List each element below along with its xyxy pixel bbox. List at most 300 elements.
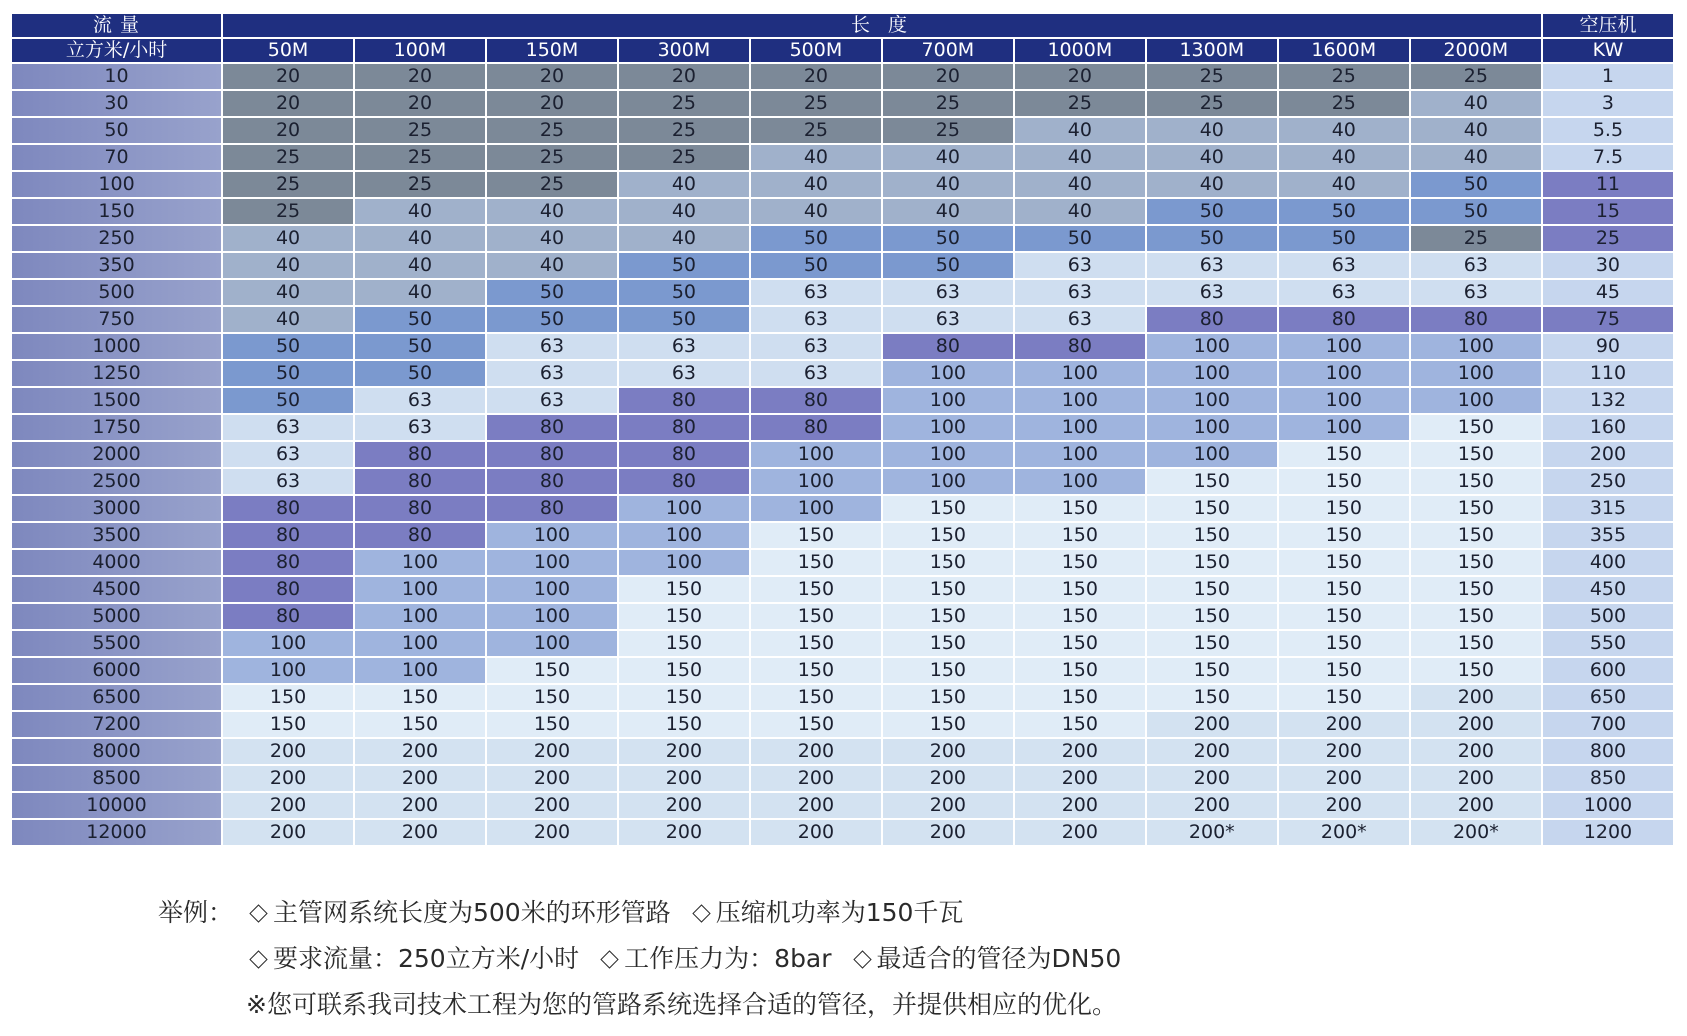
note-line-3 xyxy=(158,982,1578,1028)
flow-cell: 2000 xyxy=(12,442,221,467)
diameter-cell: 100 xyxy=(1147,415,1277,440)
compressor-kw-cell: 650 xyxy=(1543,685,1673,710)
diameter-cell: 150 xyxy=(1147,496,1277,521)
table-header xyxy=(12,14,1673,62)
diameter-cell: 25 xyxy=(487,145,617,170)
diameter-cell: 150 xyxy=(1147,577,1277,602)
diameter-cell: 150 xyxy=(1015,550,1145,575)
diameter-cell: 200 xyxy=(223,766,353,791)
diameter-cell: 200 xyxy=(1411,766,1541,791)
diameter-cell: 150 xyxy=(619,631,749,656)
diameter-cell: 150 xyxy=(883,658,1013,683)
diameter-cell: 25 xyxy=(223,199,353,224)
diameter-cell: 40 xyxy=(223,253,353,278)
diameter-cell: 40 xyxy=(1411,118,1541,143)
note-item xyxy=(246,936,579,982)
diameter-cell: 63 xyxy=(751,361,881,386)
diameter-cell: 150 xyxy=(1279,442,1409,467)
diameter-cell: 150 xyxy=(883,712,1013,737)
diameter-cell: 200 xyxy=(1147,793,1277,818)
diameter-cell: 150 xyxy=(1279,604,1409,629)
diameter-cell: 200 xyxy=(1279,766,1409,791)
flow-header-bottom: 立方米/小时 xyxy=(12,39,221,62)
diameter-cell: 100 xyxy=(355,577,485,602)
diameter-cell: 150 xyxy=(619,604,749,629)
table-row xyxy=(12,604,1673,629)
diameter-cell: 100 xyxy=(355,550,485,575)
diameter-cell: 25 xyxy=(487,118,617,143)
diameter-cell: 200 xyxy=(355,766,485,791)
diameter-cell: 200 xyxy=(1147,712,1277,737)
table-row xyxy=(12,91,1673,116)
compressor-kw-cell: 600 xyxy=(1543,658,1673,683)
diameter-cell: 50 xyxy=(223,361,353,386)
table-row xyxy=(12,334,1673,359)
table-row xyxy=(12,172,1673,197)
diameter-cell: 200 xyxy=(751,793,881,818)
table-row xyxy=(12,361,1673,386)
diameter-cell: 63 xyxy=(1411,280,1541,305)
compressor-kw-cell: 200 xyxy=(1543,442,1673,467)
length-column-header: 500M xyxy=(751,39,881,62)
diameter-cell: 200 xyxy=(1015,766,1145,791)
diameter-cell: 150 xyxy=(1015,577,1145,602)
diameter-cell: 50 xyxy=(1411,172,1541,197)
diameter-cell: 50 xyxy=(487,307,617,332)
diameter-cell: 25 xyxy=(1411,64,1541,89)
flow-cell: 500 xyxy=(12,280,221,305)
diameter-cell: 63 xyxy=(1147,253,1277,278)
diameter-cell: 150 xyxy=(1279,469,1409,494)
diameter-cell: 40 xyxy=(883,145,1013,170)
diameter-cell: 200 xyxy=(883,793,1013,818)
diameter-cell: 150 xyxy=(619,658,749,683)
diameter-cell: 200 xyxy=(487,793,617,818)
diameter-cell: 40 xyxy=(355,253,485,278)
diameter-cell: 100 xyxy=(883,442,1013,467)
diameter-cell: 63 xyxy=(1147,280,1277,305)
diameter-cell: 100 xyxy=(1015,361,1145,386)
diameter-cell: 100 xyxy=(883,415,1013,440)
diameter-cell: 50 xyxy=(1015,226,1145,251)
table-row xyxy=(12,442,1673,467)
diameter-cell: 100 xyxy=(355,658,485,683)
diameter-cell: 150 xyxy=(883,631,1013,656)
flow-cell: 1250 xyxy=(12,361,221,386)
table-row xyxy=(12,631,1673,656)
diameter-cell: 80 xyxy=(355,496,485,521)
flow-cell: 750 xyxy=(12,307,221,332)
diameter-cell: 200 xyxy=(619,793,749,818)
diameter-cell: 150 xyxy=(1411,577,1541,602)
diameter-cell: 80 xyxy=(355,523,485,548)
diameter-cell: 25 xyxy=(619,145,749,170)
table-row xyxy=(12,793,1673,818)
diameter-cell: 200 xyxy=(1411,793,1541,818)
diameter-cell: 25 xyxy=(619,91,749,116)
flow-cell: 1000 xyxy=(12,334,221,359)
diameter-cell: 150 xyxy=(883,604,1013,629)
diameter-cell: 200 xyxy=(487,739,617,764)
diameter-cell: 63 xyxy=(883,307,1013,332)
compressor-kw-cell: 1000 xyxy=(1543,793,1673,818)
diameter-cell: 150 xyxy=(1015,658,1145,683)
diameter-cell: 40 xyxy=(355,280,485,305)
table-row xyxy=(12,64,1673,89)
diameter-cell: 40 xyxy=(883,172,1013,197)
diameter-cell: 80 xyxy=(487,442,617,467)
diameter-cell: 200 xyxy=(1279,712,1409,737)
diameter-cell: 100 xyxy=(1411,361,1541,386)
compressor-kw-cell: 3 xyxy=(1543,91,1673,116)
compressor-kw-cell: 400 xyxy=(1543,550,1673,575)
compressor-header-top: 空压机 xyxy=(1543,14,1673,37)
length-column-header: 150M xyxy=(487,39,617,62)
diameter-cell: 200 xyxy=(883,820,1013,845)
diameter-cell: 80 xyxy=(1147,307,1277,332)
diameter-cell: 40 xyxy=(751,145,881,170)
diameter-cell: 100 xyxy=(1147,388,1277,413)
diameter-cell: 50 xyxy=(883,226,1013,251)
diameter-cell: 20 xyxy=(883,64,1013,89)
diameter-cell: 150 xyxy=(1279,523,1409,548)
diameter-cell: 100 xyxy=(1411,388,1541,413)
diameter-cell: 150 xyxy=(1015,631,1145,656)
note-item xyxy=(850,936,1122,982)
flow-cell: 4000 xyxy=(12,550,221,575)
compressor-kw-cell: 7.5 xyxy=(1543,145,1673,170)
diameter-cell: 100 xyxy=(619,523,749,548)
note-text: 主管网系统长度为500米的环形管路 xyxy=(273,898,671,927)
diameter-cell: 63 xyxy=(1279,280,1409,305)
diameter-cell: 200 xyxy=(487,820,617,845)
diameter-cell: 100 xyxy=(1279,388,1409,413)
diameter-cell: 150 xyxy=(1411,550,1541,575)
diameter-cell: 150 xyxy=(1411,415,1541,440)
diameter-cell: 150 xyxy=(751,712,881,737)
diameter-cell: 50 xyxy=(1279,199,1409,224)
diameter-cell: 200* xyxy=(1411,820,1541,845)
table-row xyxy=(12,712,1673,737)
diameter-cell: 200 xyxy=(1411,712,1541,737)
diameter-cell: 63 xyxy=(487,334,617,359)
diameter-cell: 20 xyxy=(751,64,881,89)
diameter-cell: 50 xyxy=(1279,226,1409,251)
diameter-cell: 80 xyxy=(355,469,485,494)
diameter-cell: 40 xyxy=(1147,145,1277,170)
diameter-cell: 100 xyxy=(487,604,617,629)
diameter-cell: 40 xyxy=(1147,172,1277,197)
diameter-cell: 20 xyxy=(223,64,353,89)
diameter-cell: 50 xyxy=(223,388,353,413)
diameter-cell: 40 xyxy=(223,307,353,332)
diameter-cell: 25 xyxy=(619,118,749,143)
compressor-kw-cell: 75 xyxy=(1543,307,1673,332)
compressor-kw-cell: 30 xyxy=(1543,253,1673,278)
diameter-cell: 150 xyxy=(1279,550,1409,575)
diameter-cell: 200 xyxy=(1411,685,1541,710)
compressor-kw-cell: 250 xyxy=(1543,469,1673,494)
diameter-cell: 150 xyxy=(1147,658,1277,683)
compressor-kw-cell: 45 xyxy=(1543,280,1673,305)
diameter-cell: 100 xyxy=(751,469,881,494)
diameter-cell: 63 xyxy=(619,361,749,386)
diameter-cell: 200 xyxy=(223,820,353,845)
diameter-cell: 100 xyxy=(355,604,485,629)
diameter-cell: 100 xyxy=(1015,388,1145,413)
diameter-cell: 80 xyxy=(223,604,353,629)
diameter-cell: 150 xyxy=(751,631,881,656)
diameter-cell: 100 xyxy=(1015,415,1145,440)
diameter-cell: 150 xyxy=(1411,631,1541,656)
length-header: 长 度 xyxy=(223,14,1541,37)
table-row xyxy=(12,307,1673,332)
diameter-cell: 100 xyxy=(1279,334,1409,359)
diameter-cell: 150 xyxy=(751,685,881,710)
diameter-cell: 100 xyxy=(1279,415,1409,440)
diameter-cell: 63 xyxy=(487,388,617,413)
diameter-cell: 200 xyxy=(487,766,617,791)
diameter-cell: 100 xyxy=(1147,334,1277,359)
flow-cell: 4500 xyxy=(12,577,221,602)
length-column-header: 700M xyxy=(883,39,1013,62)
diameter-cell: 40 xyxy=(1015,199,1145,224)
flow-cell: 3000 xyxy=(12,496,221,521)
diameter-cell: 40 xyxy=(487,226,617,251)
diameter-cell: 100 xyxy=(883,388,1013,413)
diameter-cell: 25 xyxy=(223,145,353,170)
diameter-cell: 63 xyxy=(223,415,353,440)
example-notes xyxy=(158,890,1578,1028)
diameter-cell: 40 xyxy=(1279,145,1409,170)
diameter-cell: 50 xyxy=(751,226,881,251)
diameter-cell: 100 xyxy=(1147,361,1277,386)
diameter-cell: 40 xyxy=(223,280,353,305)
compressor-kw-cell: 450 xyxy=(1543,577,1673,602)
diameter-cell: 200 xyxy=(1015,739,1145,764)
diameter-cell: 63 xyxy=(355,415,485,440)
flow-cell: 10 xyxy=(12,64,221,89)
diameter-cell: 50 xyxy=(1147,199,1277,224)
diameter-cell: 150 xyxy=(1147,631,1277,656)
diameter-cell: 20 xyxy=(487,64,617,89)
table-row xyxy=(12,685,1673,710)
diameter-cell: 150 xyxy=(1015,604,1145,629)
diameter-cell: 150 xyxy=(1411,442,1541,467)
diameter-cell: 80 xyxy=(487,469,617,494)
diameter-cell: 40 xyxy=(1015,172,1145,197)
flow-cell: 250 xyxy=(12,226,221,251)
diameter-cell: 150 xyxy=(1279,496,1409,521)
compressor-kw-cell: 5.5 xyxy=(1543,118,1673,143)
diameter-cell: 40 xyxy=(487,199,617,224)
diameter-cell: 40 xyxy=(355,199,485,224)
diameter-cell: 63 xyxy=(1015,280,1145,305)
length-column-header: 1000M xyxy=(1015,39,1145,62)
table-row xyxy=(12,766,1673,791)
diameter-cell: 150 xyxy=(619,685,749,710)
flow-cell: 3500 xyxy=(12,523,221,548)
diameter-cell: 40 xyxy=(223,226,353,251)
diameter-cell: 50 xyxy=(1147,226,1277,251)
diameter-cell: 50 xyxy=(355,361,485,386)
length-column-header: 2000M xyxy=(1411,39,1541,62)
diameter-cell: 80 xyxy=(1411,307,1541,332)
diameter-cell: 150 xyxy=(883,685,1013,710)
diameter-cell: 50 xyxy=(223,334,353,359)
diameter-cell: 150 xyxy=(1279,577,1409,602)
diameter-cell: 200 xyxy=(1147,766,1277,791)
diameter-cell: 40 xyxy=(1147,118,1277,143)
flow-cell: 12000 xyxy=(12,820,221,845)
diameter-cell: 63 xyxy=(355,388,485,413)
diameter-cell: 25 xyxy=(355,172,485,197)
diameter-cell: 150 xyxy=(1147,523,1277,548)
diameter-cell: 50 xyxy=(1411,199,1541,224)
note-item xyxy=(689,890,964,936)
compressor-kw-cell: 315 xyxy=(1543,496,1673,521)
diameter-cell: 100 xyxy=(1015,442,1145,467)
flow-cell: 100 xyxy=(12,172,221,197)
diameter-cell: 150 xyxy=(1147,685,1277,710)
flow-cell: 50 xyxy=(12,118,221,143)
diameter-cell: 40 xyxy=(1411,145,1541,170)
diameter-cell: 150 xyxy=(1411,658,1541,683)
diameter-cell: 80 xyxy=(487,415,617,440)
diameter-cell: 20 xyxy=(1015,64,1145,89)
diameter-cell: 40 xyxy=(487,253,617,278)
diameter-cell: 40 xyxy=(751,199,881,224)
diameter-cell: 200 xyxy=(751,766,881,791)
table-row xyxy=(12,226,1673,251)
compressor-kw-cell: 850 xyxy=(1543,766,1673,791)
diameter-cell: 150 xyxy=(487,712,617,737)
diamond-bullet-icon xyxy=(600,950,618,968)
compressor-kw-cell: 160 xyxy=(1543,415,1673,440)
compressor-kw-cell: 110 xyxy=(1543,361,1673,386)
diameter-cell: 40 xyxy=(883,199,1013,224)
flow-cell: 30 xyxy=(12,91,221,116)
diameter-cell: 200* xyxy=(1147,820,1277,845)
diameter-cell: 150 xyxy=(1015,685,1145,710)
diameter-cell: 100 xyxy=(619,496,749,521)
diameter-cell: 25 xyxy=(1147,64,1277,89)
diameter-cell: 150 xyxy=(751,550,881,575)
diamond-bullet-icon xyxy=(249,950,267,968)
diameter-cell: 150 xyxy=(1147,469,1277,494)
diameter-cell: 150 xyxy=(355,685,485,710)
diameter-cell: 150 xyxy=(751,523,881,548)
diameter-cell: 200 xyxy=(1015,793,1145,818)
diamond-bullet-icon xyxy=(692,904,710,922)
diameter-cell: 40 xyxy=(619,172,749,197)
length-column-header: 50M xyxy=(223,39,353,62)
diameter-cell: 25 xyxy=(1411,226,1541,251)
diameter-cell: 200* xyxy=(1279,820,1409,845)
diameter-cell: 25 xyxy=(355,145,485,170)
diameter-cell: 80 xyxy=(751,388,881,413)
diameter-cell: 150 xyxy=(1411,496,1541,521)
diameter-cell: 150 xyxy=(1015,496,1145,521)
diameter-cell: 80 xyxy=(751,415,881,440)
diameter-cell: 25 xyxy=(883,91,1013,116)
length-column-header: 100M xyxy=(355,39,485,62)
diameter-cell: 150 xyxy=(1411,604,1541,629)
diameter-cell: 63 xyxy=(1279,253,1409,278)
diameter-cell: 80 xyxy=(223,577,353,602)
diameter-cell: 150 xyxy=(487,658,617,683)
compressor-kw-cell: 25 xyxy=(1543,226,1673,251)
diameter-cell: 100 xyxy=(487,577,617,602)
diameter-cell: 25 xyxy=(487,172,617,197)
note-prefix: 举例： xyxy=(158,898,234,927)
diameter-cell: 150 xyxy=(619,577,749,602)
diameter-cell: 100 xyxy=(487,523,617,548)
diameter-cell: 63 xyxy=(619,334,749,359)
table-row xyxy=(12,388,1673,413)
note-line-2 xyxy=(158,936,1578,982)
diameter-cell: 50 xyxy=(619,253,749,278)
note-text: 最适合的管径为DN50 xyxy=(876,944,1122,973)
diameter-cell: 40 xyxy=(751,172,881,197)
length-column-header: 300M xyxy=(619,39,749,62)
diameter-cell: 150 xyxy=(751,577,881,602)
diameter-cell: 150 xyxy=(883,523,1013,548)
diameter-cell: 63 xyxy=(1015,253,1145,278)
diameter-cell: 150 xyxy=(1411,523,1541,548)
diameter-cell: 80 xyxy=(355,442,485,467)
diameter-cell: 63 xyxy=(751,280,881,305)
table-row xyxy=(12,550,1673,575)
diameter-cell: 50 xyxy=(619,307,749,332)
diameter-cell: 100 xyxy=(1147,442,1277,467)
compressor-kw-cell: 90 xyxy=(1543,334,1673,359)
diameter-cell: 80 xyxy=(223,496,353,521)
diameter-cell: 80 xyxy=(223,550,353,575)
diameter-cell: 40 xyxy=(619,226,749,251)
diameter-cell: 20 xyxy=(355,64,485,89)
diameter-cell: 80 xyxy=(619,442,749,467)
diameter-cell: 200 xyxy=(1411,739,1541,764)
compressor-header-bottom: KW xyxy=(1543,39,1673,62)
diameter-cell: 150 xyxy=(1147,604,1277,629)
diameter-cell: 200 xyxy=(619,739,749,764)
table-row xyxy=(12,496,1673,521)
diameter-cell: 150 xyxy=(1147,550,1277,575)
diamond-bullet-icon xyxy=(249,904,267,922)
flow-cell: 5000 xyxy=(12,604,221,629)
diameter-cell: 40 xyxy=(1411,91,1541,116)
diameter-cell: 63 xyxy=(223,442,353,467)
diameter-cell: 100 xyxy=(1279,361,1409,386)
diameter-cell: 20 xyxy=(223,118,353,143)
diameter-cell: 100 xyxy=(223,631,353,656)
diameter-cell: 200 xyxy=(1279,793,1409,818)
table-row xyxy=(12,658,1673,683)
diameter-cell: 50 xyxy=(355,307,485,332)
compressor-kw-cell: 800 xyxy=(1543,739,1673,764)
compressor-kw-cell: 550 xyxy=(1543,631,1673,656)
table-row xyxy=(12,469,1673,494)
flow-cell: 1750 xyxy=(12,415,221,440)
diameter-cell: 100 xyxy=(883,469,1013,494)
diameter-cell: 150 xyxy=(1279,658,1409,683)
table-row xyxy=(12,280,1673,305)
diameter-cell: 25 xyxy=(355,118,485,143)
table-row xyxy=(12,118,1673,143)
diameter-cell: 80 xyxy=(1279,307,1409,332)
diameter-cell: 150 xyxy=(883,496,1013,521)
